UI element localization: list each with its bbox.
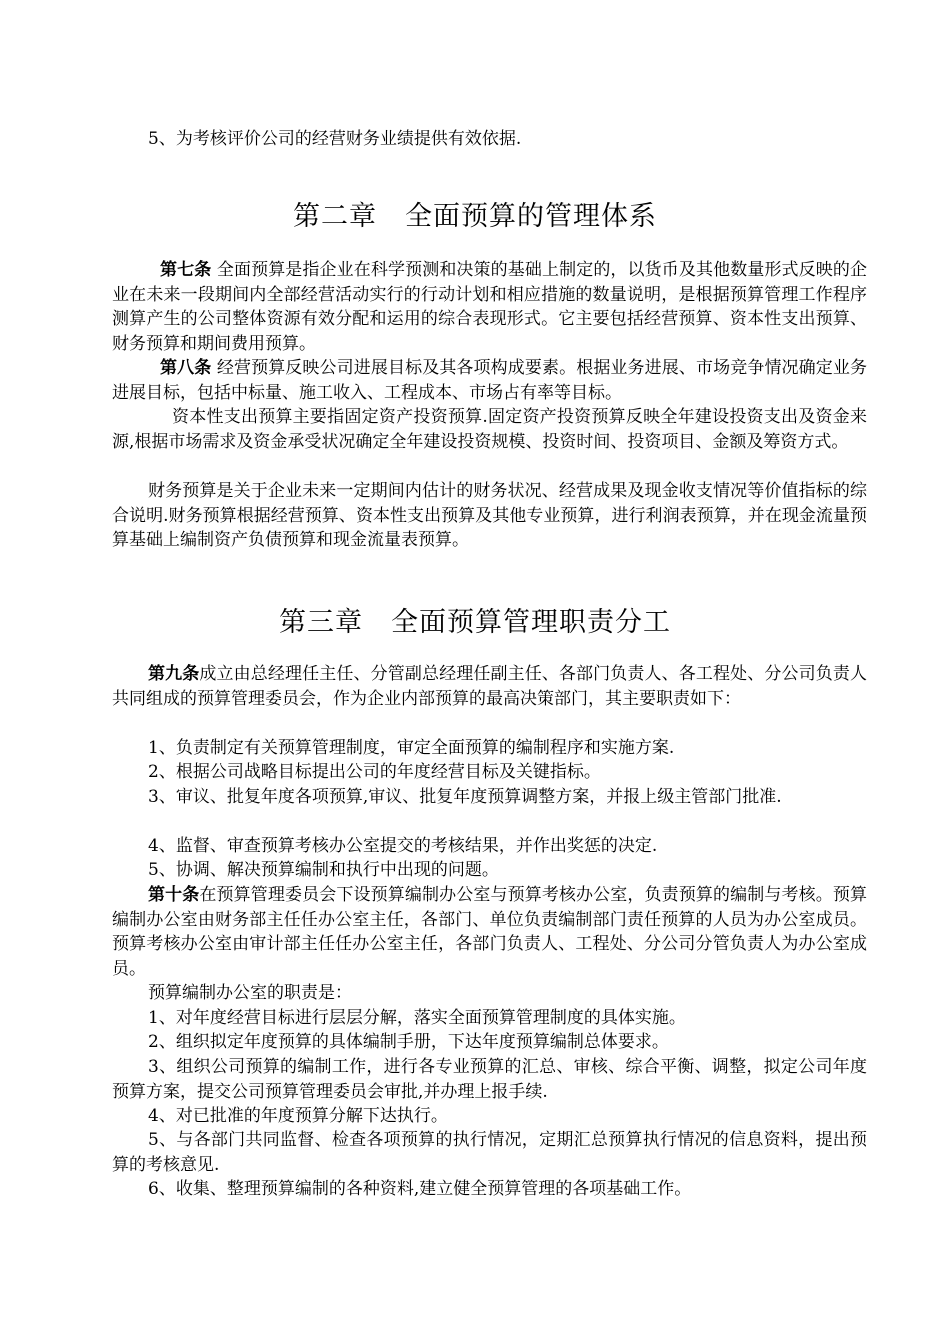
chapter-2-heading: 第二章 全面预算的管理体系 xyxy=(293,201,657,232)
article-8 xyxy=(112,356,867,405)
office-item-2: 2、组织拟定年度预算的具体编制手册，下达年度预算编制总体要求。 xyxy=(148,1032,669,1052)
office-item-4: 4、对已批准的年度预算分解下达执行。 xyxy=(148,1106,448,1126)
article-8-text: 经营预算反映公司进展目标及其各项构成要素。根据业务进展、市场竞争情况确定业务进展目标，包括中标量、施工收入、工程成本、市场占有率等目标。 xyxy=(112,358,868,403)
article-9-item-2: 2、根据公司战略目标提出公司的年度经营目标及关键指标。 xyxy=(148,762,601,782)
capex-paragraph: 资本性支出预算主要指固定资产投资预算.固定资产投资预算反映全年建设投资支出及资金来源,根据市场需求及资金承受状况确定全年建设投资规模、投资时间、投资项目、金额及筹资方式。 xyxy=(112,407,867,452)
office-item-6: 6、收集、整理预算编制的各种资料,建立健全预算管理的各项基础工作。 xyxy=(148,1179,692,1199)
article-10-label: 第十条 xyxy=(148,885,200,905)
article-10-text: 在预算管理委员会下设预算编制办公室与预算考核办公室，负责预算的编制与考核。预算编制办公室由财务部主任任办公室主任，各部门、单位负责编制部门责任预算的人员为办公室成员。预算考核办公室由审计部主任任办公室主任，各部门负责人、工程处、分公司分管负责人为办公室成员。 xyxy=(112,885,868,979)
article-10 xyxy=(112,883,867,981)
article-9-item-5: 5、协调、解决预算编制和执行中出现的问题。 xyxy=(148,860,499,880)
article-9-item-1: 1、负责制定有关预算管理制度，审定全面预算的编制程序和实施方案. xyxy=(148,738,675,758)
article-9-item-4: 4、监督、审查预算考核办公室提交的考核结果，并作出奖惩的决定. xyxy=(148,836,658,856)
article-9 xyxy=(112,662,867,711)
chapter-3-heading: 第三章 全面预算管理职责分工 xyxy=(279,607,671,638)
office-item-5: 5、与各部门共同监督、检查各项预算的执行情况，定期汇总预算执行情况的信息资料，提出预算的考核意见. xyxy=(112,1130,867,1175)
article-7-label: 第七条 xyxy=(160,260,212,280)
article-9-text: 成立由总经理任主任、分管副总经理任副主任、各部门负责人、各工程处、分公司负责人共同组成的预算管理委员会，作为企业内部预算的最高决策部门，其主要职责如下： xyxy=(112,664,868,709)
article-7-text: 全面预算是指企业在科学预测和决策的基础上制定的，以货币及其他数量形式反映的企业在未来一段期间内全部经营活动实行的行动计划和相应措施的数量说明，是根据预算管理工作程序测算产生的公司整体资源有效分配和运用的综合表现形式。它主要包括经营预算、资本性支出预算、财务预算和期间费用预算。 xyxy=(112,260,868,354)
office-item-1: 1、对年度经营目标进行层层分解，落实全面预算管理制度的具体实施。 xyxy=(148,1008,686,1028)
office-item-3: 3、组织公司预算的编制工作，进行各专业预算的汇总、审核、综合平衡、调整，拟定公司年度预算方案，提交公司预算管理委员会审批,并办理上报手续. xyxy=(112,1057,867,1102)
finance-paragraph: 财务预算是关于企业未来一定期间内估计的财务状况、经营成果及现金收支情况等价值指标的综合说明.财务预算根据经营预算、资本性支出预算及其他专业预算，进行利润表预算，并在现金流量预算基础上编制资产负债预算和现金流量表预算。 xyxy=(112,481,867,550)
article-9-label: 第九条 xyxy=(148,664,200,684)
article-8-label: 第八条 xyxy=(160,358,212,378)
intro-item-5: 5、为考核评价公司的经营财务业绩提供有效依据. xyxy=(148,129,522,149)
article-7 xyxy=(112,258,867,356)
office-duties-title: 预算编制办公室的职责是： xyxy=(148,983,352,1003)
article-9-item-3: 3、审议、批复年度各项预算,审议、批复年度预算调整方案，并报上级主管部门批准. xyxy=(148,787,782,807)
